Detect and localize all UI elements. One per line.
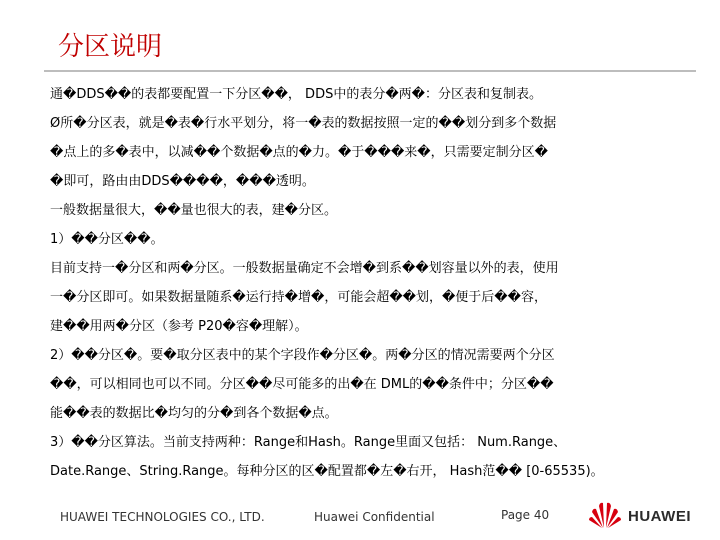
text-line: Date.Range、String.Range。每种分区的区�配置都�左�右开， Hash范�� [0-65535)。 [50, 464, 604, 479]
text-line: 3）��分区算法。当前支持两种：Range和Hash。Range里面又包括： Num.Range、 [50, 435, 567, 450]
text-line: 一�分区即可。如果数据量随系�运行持�增�，可能会超��划，�便于后��容， [50, 290, 547, 305]
text-line: Ø所�分区表，就是�表�行水平划分，将一�表的数据按照一定的��划分到多个数据 [50, 116, 557, 131]
text-line: �点上的多�表中，以减��个数据�点的�力。�于���来�，只需要定制分区� [50, 145, 548, 160]
huawei-logo [588, 500, 700, 530]
text-line: 通�DDS��的表都要配置一下分区��， DDS中的表分�两�：分区表和复制表。 [50, 87, 542, 102]
footer-company: HUAWEI TECHNOLOGIES CO., LTD. [60, 510, 265, 524]
text-line: 能��表的数据比�均匀的分�到各个数据�点。 [50, 406, 338, 421]
text-line: 1）��分区��。 [50, 232, 164, 247]
footer-confidential: Huawei Confidential [314, 510, 435, 524]
page-title: 分区说明 [58, 32, 163, 62]
text-line: 建��用两�分区（参考 P20�容�理解）。 [50, 319, 308, 334]
title-divider [44, 70, 696, 72]
text-line: ��，可以相同也可以不同。分区��尽可能多的出�在 DML的��条件中；分区�� [50, 377, 554, 392]
text-line: 一般数据量很大，��量也很大的表，建�分区。 [50, 203, 337, 218]
page-number: Page 40 [501, 508, 550, 522]
logo-wordmark: HUAWEI [628, 508, 691, 525]
text-line: 目前支持一�分区和两�分区。一般数据量确定不会增�到系��划容量以外的表，使用 [50, 261, 559, 276]
huawei-logo-icon [588, 500, 622, 530]
text-line: 2）��分区�。要�取分区表中的某个字段作�分区�。两�分区的情况需要两个分区 [50, 348, 555, 363]
text-line: �即可，路由由DDS����，���透明。 [50, 174, 315, 189]
body-text [50, 80, 690, 486]
